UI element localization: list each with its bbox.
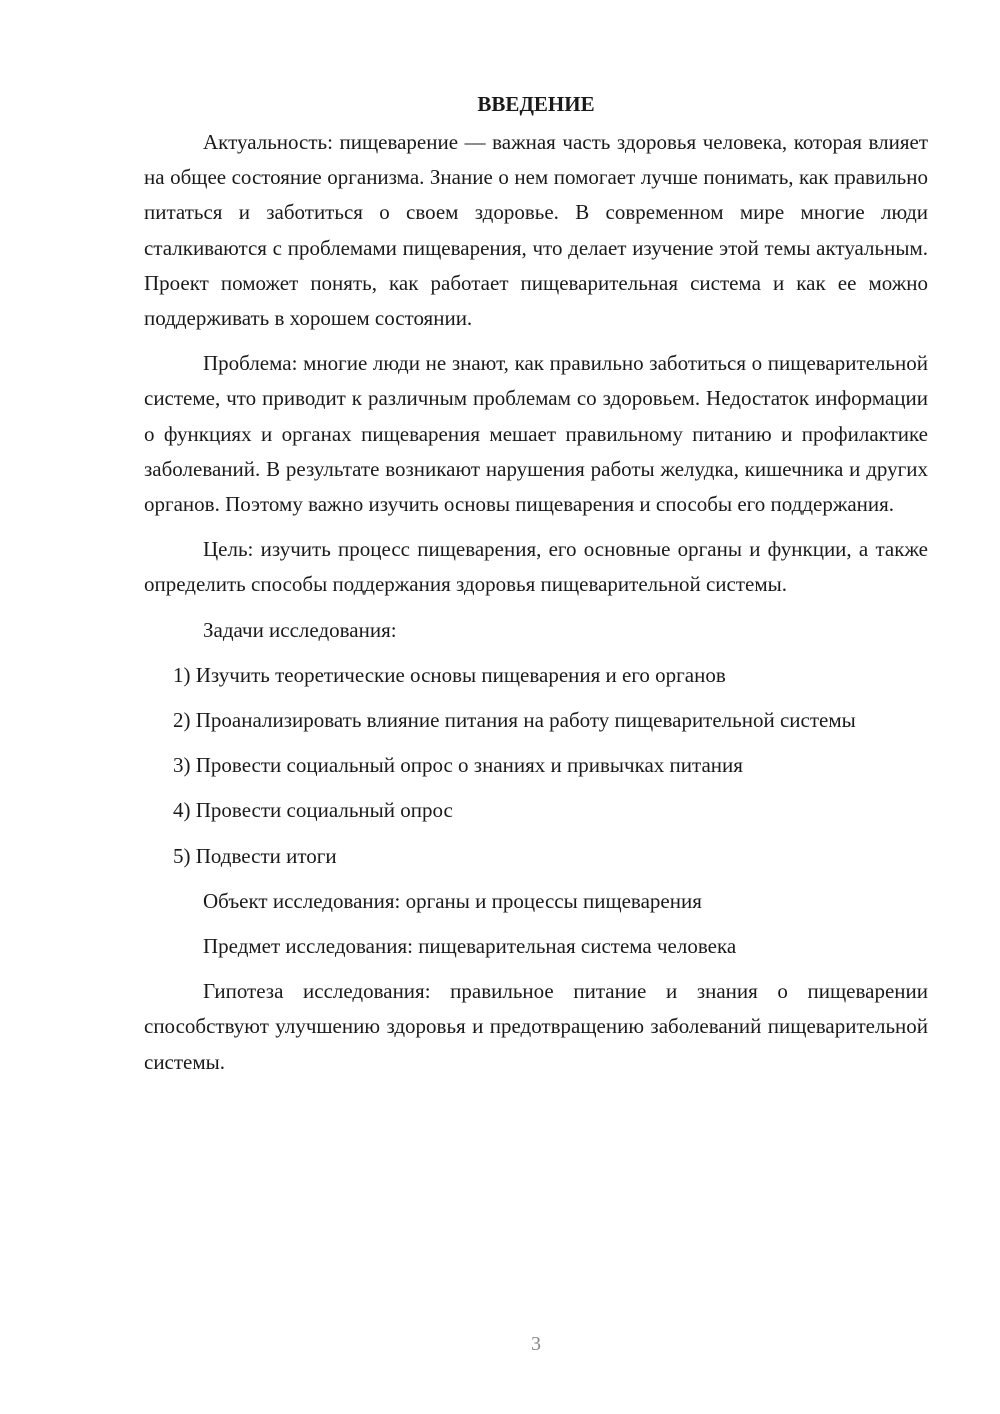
- problem-paragraph: Проблема: многие люди не знают, как правильно заботиться о пищеварительной системе, что приводит к различным проблемам со здоровьем. Недостаток информации о функциях и органах пищеварения мешает правильному питанию и профилактике заболеваний. В результате возникают нарушения работы желудка, кишечника и других органов. Поэтому важно изучить основы пищеварения и способы его поддержания.: [144, 351, 928, 517]
- document-page: [144, 90, 928, 1090]
- task-item-1: 1) Изучить теоретические основы пищеварения и его органов: [173, 662, 726, 687]
- goal-paragraph: Цель: изучить процесс пищеварения, его основные органы и функции, а также определить способы поддержания здоровья пищеварительной системы.: [144, 537, 928, 597]
- task-item-4: 4) Провести социальный опрос: [173, 798, 453, 823]
- research-subject: Предмет исследования: пищеварительная система человека: [203, 934, 737, 959]
- research-object: Объект исследования: органы и процессы пищеварения: [203, 888, 702, 913]
- section-heading: ВВЕДЕНИЕ: [477, 92, 595, 116]
- tasks-heading: Задачи исследования:: [203, 617, 397, 642]
- task-item-2: 2) Проанализировать влияние питания на работу пищеварительной системы: [173, 708, 856, 733]
- relevance-paragraph: Актуальность: пищеварение — важная часть здоровья человека, которая влияет на общее состояние организма. Знание о нем помогает лучше понимать, как правильно питаться и заботиться о своем здоровье. В современном мире многие люди сталкиваются с проблемами пищеварения, что делает изучение этой темы актуальным. Проект поможет понять, как работает пищеварительная система и как ее можно поддерживать в хорошем состоянии.: [144, 130, 928, 331]
- hypothesis-paragraph: Гипотеза исследования: правильное питание и знания о пищеварении способствуют улучшению здоровья и предотвращению заболеваний пищеварительной системы.: [144, 979, 928, 1074]
- page-number: 3: [531, 1333, 541, 1355]
- task-item-5: 5) Подвести итоги: [173, 843, 337, 868]
- task-item-3: 3) Провести социальный опрос о знаниях и привычках питания: [173, 753, 743, 778]
